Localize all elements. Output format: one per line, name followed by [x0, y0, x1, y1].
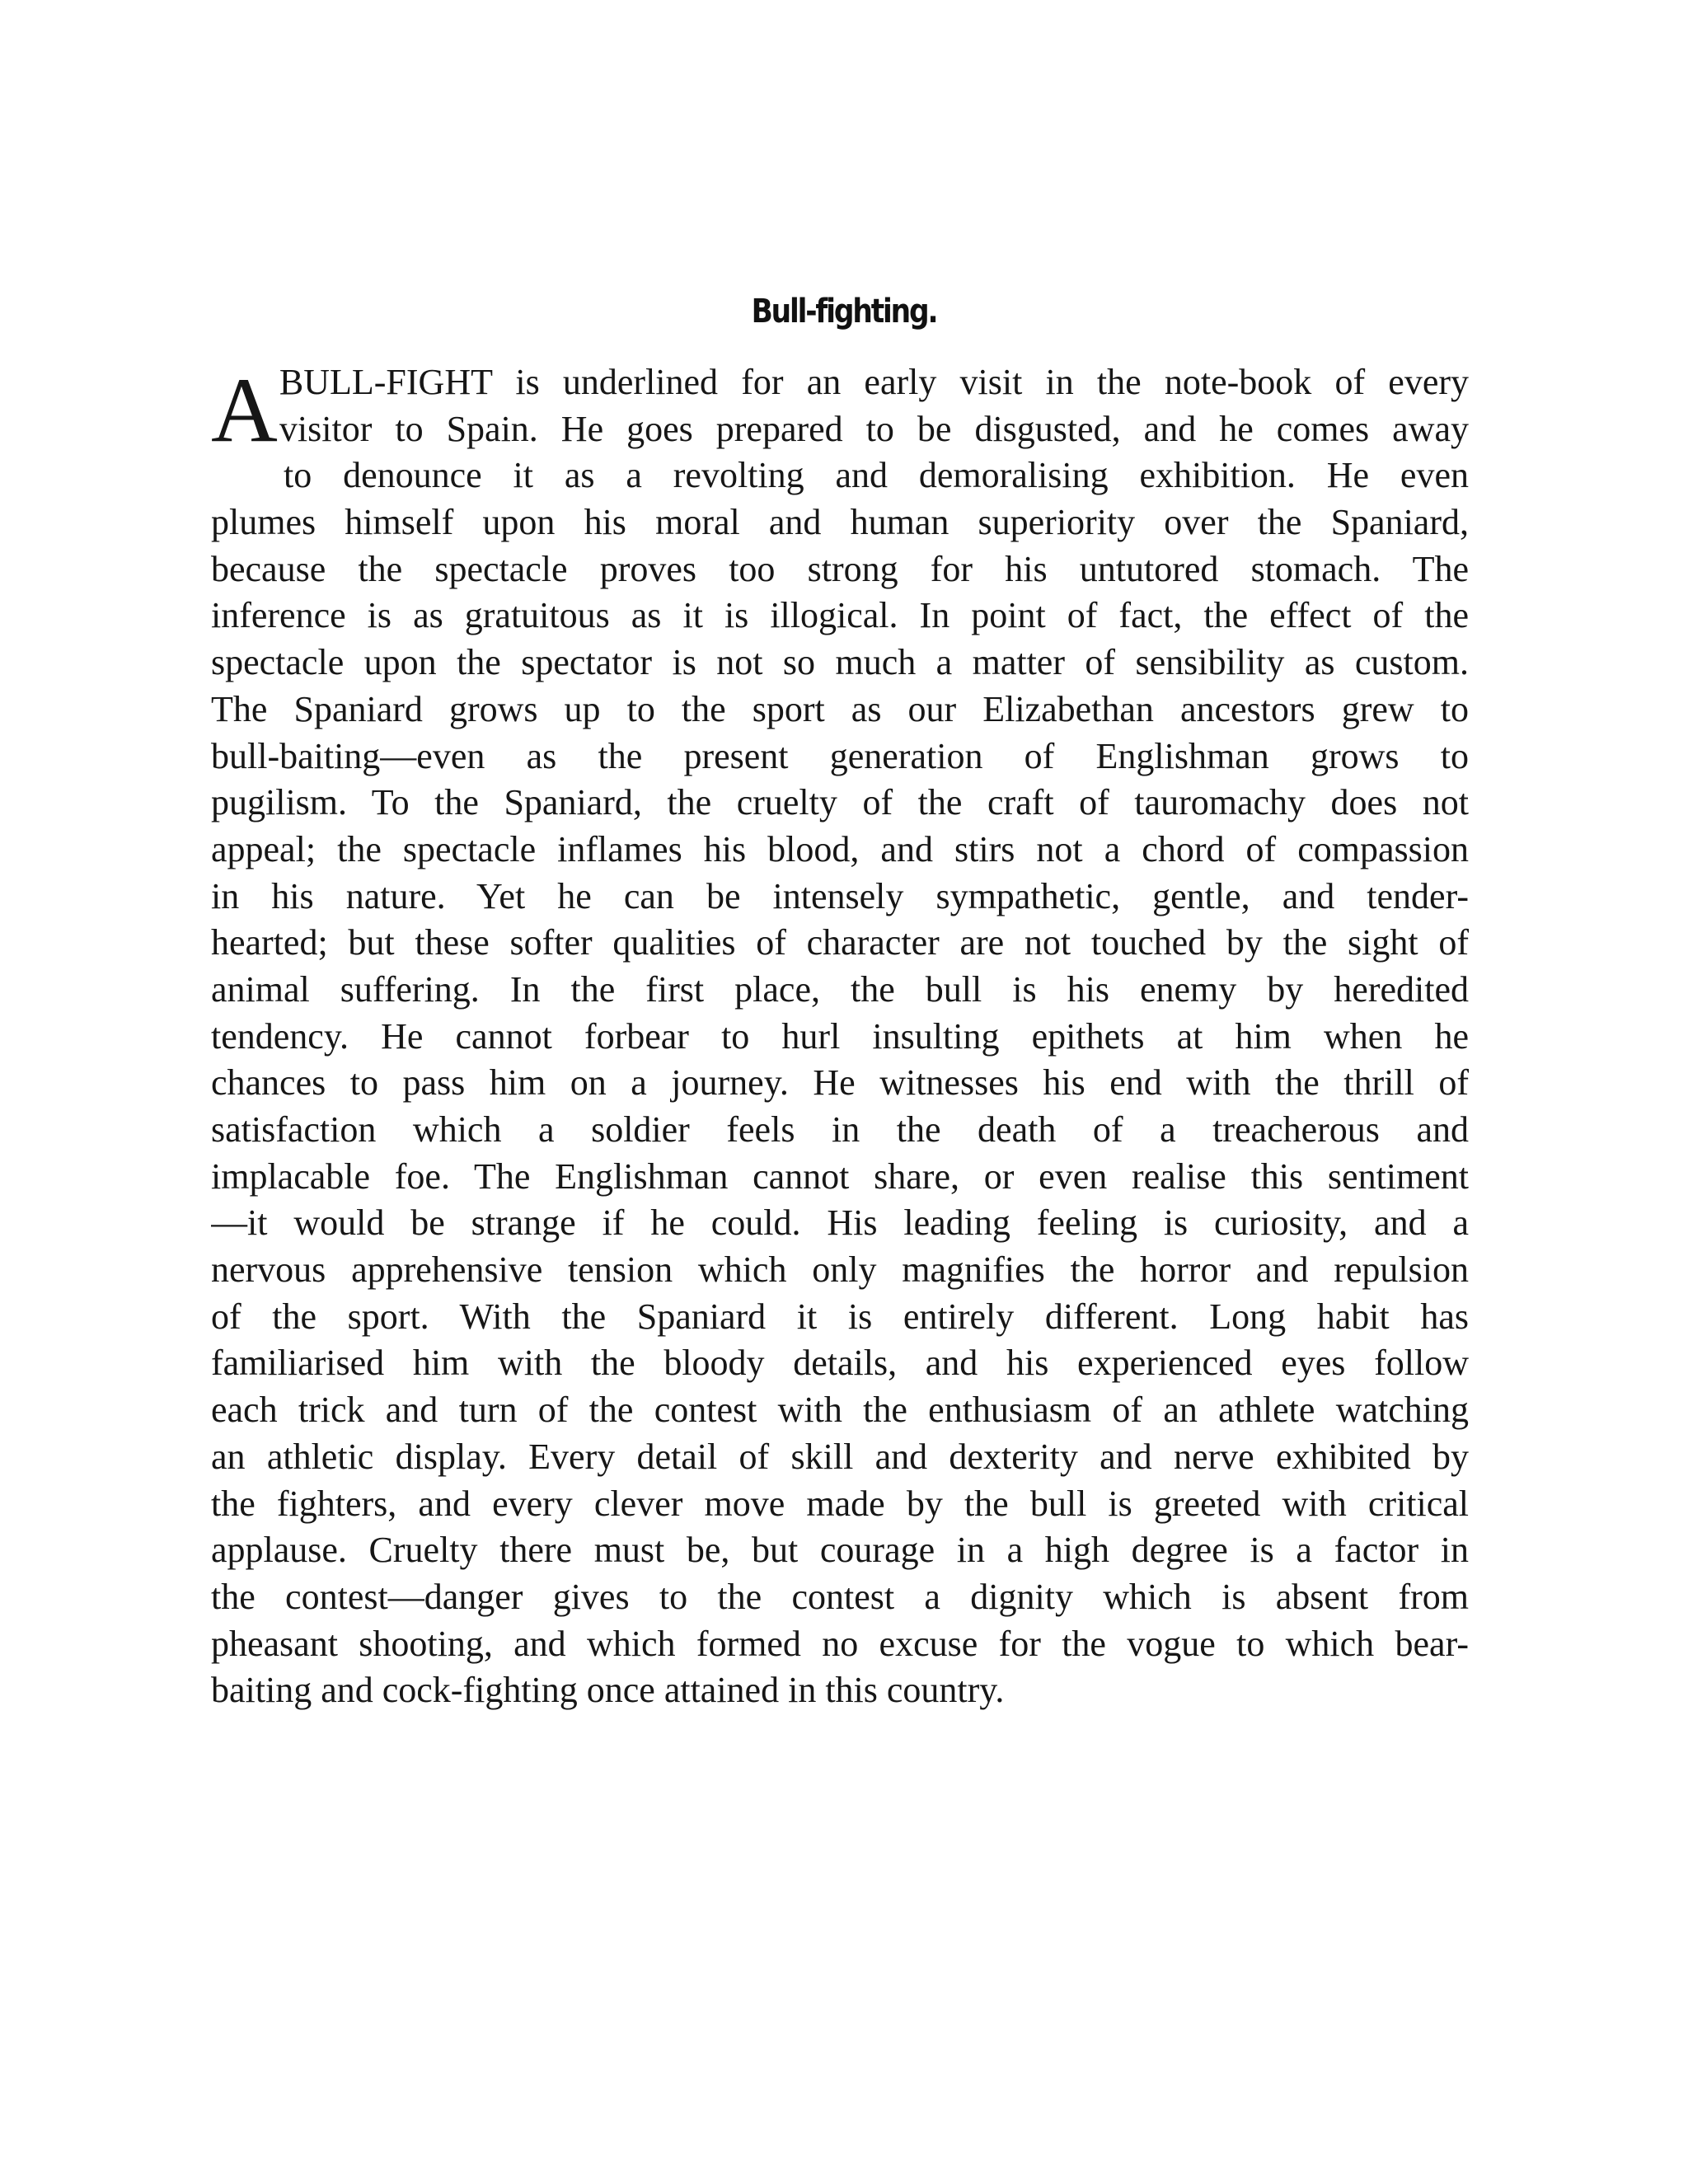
- text-line: each trick and turn of the contest with the enthusiasm of an athlete watching: [211, 1390, 1469, 1431]
- text-line: the contest—danger gives to the contest a dignity which is absent from: [211, 1576, 1469, 1617]
- text-line: satisfaction which a soldier feels in the death of a treacherous and: [211, 1109, 1469, 1150]
- text-line: of the sport. With the Spaniard it is entirely different. Long habit has: [211, 1296, 1469, 1337]
- text-line: appeal; the spectacle inflames his blood, and stirs not a chord of compassion: [211, 828, 1469, 869]
- text-line: pugilism. To the Spaniard, the cruelty of the craft of tauromachy does not: [211, 782, 1469, 823]
- text-line: familiarised him with the bloody details, and his experienced eyes follow: [211, 1343, 1469, 1384]
- text-line: bull-baiting—even as the present generation of Englishman grows to: [211, 735, 1469, 776]
- text-line: the fighters, and every clever move made by the bull is greeted with critical: [211, 1483, 1469, 1524]
- text-line: implacable foe. The Englishman cannot share, or even realise this sentiment: [211, 1155, 1469, 1197]
- text-line: pheasant shooting, and which formed no excuse for the vogue to which bear-: [211, 1623, 1469, 1664]
- text-line: to denounce it as a revolting and demoralising exhibition. He even: [284, 455, 1469, 496]
- text-line: in his nature. Yet he can be intensely sympathetic, gentle, and tender-: [211, 875, 1469, 916]
- text-line: The Spaniard grows up to the sport as our Elizabethan ancestors grew to: [211, 688, 1469, 729]
- text-line: nervous apprehensive tension which only magnifies the horror and repulsion: [211, 1249, 1469, 1291]
- text-line: visitor to Spain. He goes prepared to be disgusted, and he comes away: [279, 408, 1469, 449]
- text-line: inference is as gratuitous as it is illogical. In point of fact, the effect of the: [211, 595, 1469, 636]
- text-line: animal suffering. In the first place, the bull is his enemy by heredited: [211, 968, 1469, 1010]
- text-line: plumes himself upon his moral and human superiority over the Spaniard,: [211, 502, 1469, 543]
- text-line: chances to pass him on a journey. He witnesses his end with the thrill of: [211, 1062, 1469, 1104]
- page-title: Bull-fighting.: [751, 293, 937, 330]
- body-paragraph: [211, 359, 1469, 1714]
- text-line: because the spectacle proves too strong for his untutored stomach. The: [211, 548, 1469, 589]
- text-line: baiting and cock-fighting once attained in this country.: [211, 1670, 1005, 1711]
- text-line: spectacle upon the spectator is not so much a matter of sensibility as custom.: [211, 642, 1469, 683]
- text-line: tendency. He cannot forbear to hurl insulting epithets at him when he: [211, 1015, 1469, 1057]
- text-line: applause. Cruelty there must be, but courage in a high degree is a factor in: [211, 1530, 1469, 1571]
- text-line: BULL-FIGHT is underlined for an early visit in the note-book of every: [279, 362, 1469, 402]
- drop-cap: A: [211, 359, 278, 462]
- text-line: hearted; but these softer qualities of character are not touched by the sight of: [211, 922, 1469, 963]
- text-line: an athletic display. Every detail of skill and dexterity and nerve exhibited by: [211, 1436, 1469, 1477]
- text-line: —it would be strange if he could. His leading feeling is curiosity, and a: [211, 1202, 1469, 1244]
